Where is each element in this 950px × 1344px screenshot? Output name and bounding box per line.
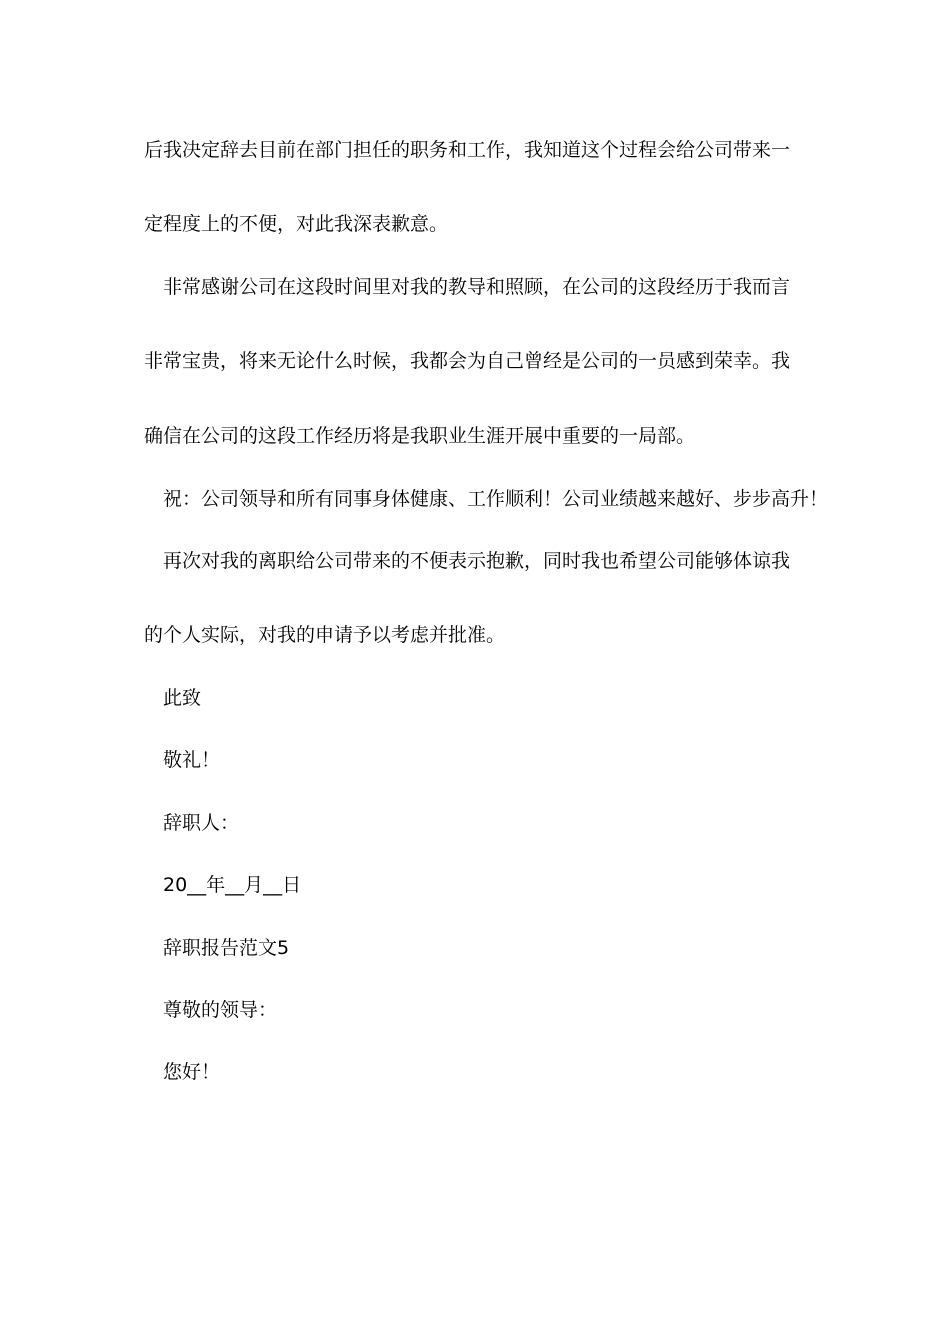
paragraph-line: 非常宝贵，将来无论什么时候，我都会为自己曾经是公司的一员感到荣幸。我 [144,350,791,372]
paragraph-line: 再次对我的离职给公司带来的不便表示抱歉，同时我也希望公司能够体谅我 [163,550,791,572]
greeting-wishes-line: 祝：公司领导和所有同事身体健康、工作顺利！公司业绩越来越好、步步高升！ [163,488,829,510]
section-heading: 辞职报告范文5 [163,937,290,959]
paragraph-line: 后我决定辞去目前在部门担任的职务和工作，我知道这个过程会给公司带来一 [144,139,791,161]
paragraph-line: 非常感谢公司在这段时间里对我的教导和照顾，在公司的这段经历于我而言 [163,276,791,298]
salutation-line: 敬礼！ [163,749,221,771]
paragraph-line: 的个人实际，对我的申请予以考虑并批准。 [144,624,506,646]
paragraph-line: 定程度上的不便，对此我深表歉意。 [144,213,449,235]
greeting-line: 您好！ [163,1061,221,1083]
signer-line: 辞职人： [163,812,240,834]
date-line: 20__年__月__日 [163,874,302,896]
addressee-line: 尊敬的领导： [163,999,278,1021]
paragraph-line: 确信在公司的这段工作经历将是我职业生涯开展中重要的一局部。 [144,425,696,447]
closing-line: 此致 [163,687,202,709]
